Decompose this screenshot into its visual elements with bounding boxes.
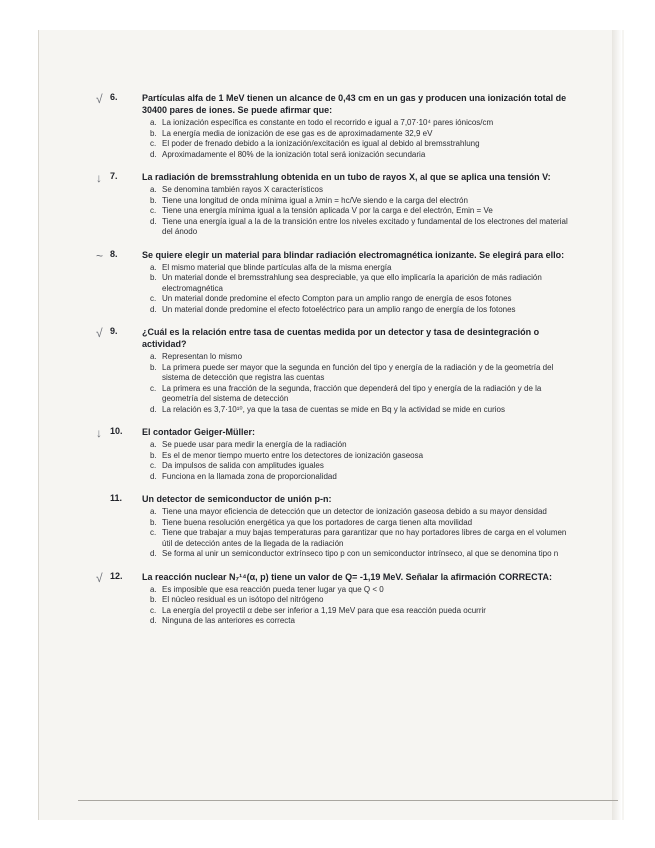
- option-text: El núcleo residual es un isótopo del nitrógeno: [162, 595, 324, 604]
- option-text: Tiene una energía mínima igual a la tensión aplicada V por la carga e del electrón, Emin = Ve: [162, 206, 493, 215]
- answer-option: [150, 472, 570, 483]
- option-letter: b.: [150, 595, 157, 604]
- handwritten-check-mark: √: [96, 570, 103, 585]
- question-8: [96, 248, 570, 316]
- option-letter: d.: [150, 471, 157, 481]
- option-text: Un material donde el bremsstrahlung sea despreciable, ya que ello implicaría la aparición de más radiación electromagnética: [162, 273, 542, 293]
- option-text: Es el de menor tiempo muerto entre los detectores de ionización gaseosa: [162, 450, 424, 460]
- option-text: Se denomina también rayos X característicos: [162, 185, 323, 194]
- answer-option: [150, 528, 570, 549]
- question-stem: Partículas alfa de 1 MeV tienen un alcance de 0,43 cm en un gas y producen una ionización total de 30400 pares de iones. Se puede afirmar que:: [142, 93, 567, 115]
- question-stem: La reacción nuclear N₇¹⁴(α, p) tiene un valor de Q= -1,19 MeV. Señalar la afirmación CORRECTA:: [142, 571, 552, 582]
- option-text: El poder de frenado debido a la ionización/excitación es igual al debido al bremsstrahlung: [162, 139, 480, 148]
- option-letter: b.: [150, 517, 157, 527]
- option-text: La energía del proyectil α debe ser inferior a 1,19 MeV para que esa reacción pueda ocurrir: [162, 605, 486, 615]
- answer-option: [150, 461, 570, 472]
- option-letter: c.: [150, 139, 157, 148]
- option-text: Da impulsos de salida con amplitudes iguales: [162, 461, 324, 470]
- answer-option: [150, 185, 570, 196]
- option-letter: d.: [150, 216, 157, 226]
- option-letter: b.: [150, 362, 157, 372]
- question-number: 9.: [110, 326, 118, 336]
- handwritten-check-mark: ~: [96, 248, 104, 263]
- answer-option: [150, 217, 570, 238]
- answer-option: [150, 206, 570, 217]
- answer-option: [150, 363, 570, 384]
- answer-option: [150, 440, 570, 451]
- question-number: 11.: [110, 493, 123, 503]
- option-text: Tiene que trabajar a muy bajas temperaturas para garantizar que no hay portadores libres de carga en el volumen útil de detección antes de la llegada de la radiación: [162, 528, 567, 548]
- handwritten-check-mark: √: [96, 326, 103, 340]
- answer-option: [150, 518, 570, 529]
- answer-option: [150, 585, 570, 596]
- option-text: Aproximadamente el 80% de la ionización total será ionización secundaria: [162, 149, 426, 159]
- answer-option: [150, 405, 570, 416]
- option-text: Tiene buena resolución energética ya que los portadores de carga tienen alta movilidad: [162, 517, 473, 527]
- option-letter: c.: [150, 206, 157, 215]
- question-stem: Se quiere elegir un material para blindar radiación electromagnética ionizante. Se elegirá para ello:: [142, 249, 565, 260]
- question-stem: El contador Geiger-Müller:: [142, 427, 256, 437]
- answer-option: [150, 118, 570, 129]
- question-12: [96, 570, 570, 627]
- option-text: Tiene una longitud de onda mínima igual a λmin = hc/Ve siendo e la carga del electrón: [162, 195, 468, 205]
- question-9: [96, 326, 570, 415]
- option-letter: c.: [150, 294, 157, 303]
- answer-options: [150, 440, 570, 482]
- answer-option: [150, 507, 570, 518]
- option-letter: b.: [150, 450, 157, 460]
- question-stem: Un detector de semiconductor de unión p-n:: [142, 494, 332, 504]
- question-10: [96, 426, 570, 482]
- option-text: Un material donde predomine el efecto fotoeléctrico para un amplio rango de energía de los fotones: [162, 304, 516, 314]
- question-number: 6.: [110, 92, 118, 102]
- option-letter: d.: [150, 404, 157, 414]
- option-letter: a.: [150, 440, 157, 449]
- answer-option: [150, 150, 570, 161]
- answer-options: [150, 185, 570, 238]
- option-text: Se puede usar para medir la energía de la radiación: [162, 440, 347, 449]
- answer-option: [150, 606, 570, 617]
- option-text: Es imposible que esa reacción pueda tener lugar ya que Q < 0: [162, 584, 384, 594]
- question-7: [96, 171, 570, 238]
- option-text: Funciona en la llamada zona de proporcionalidad: [162, 471, 337, 481]
- answer-option: [150, 273, 570, 294]
- option-letter: d.: [150, 304, 157, 314]
- option-letter: a.: [150, 584, 157, 594]
- answer-option: [150, 384, 570, 405]
- option-text: El mismo material que blinde partículas alfa de la misma energía: [162, 262, 392, 272]
- option-letter: c.: [150, 383, 157, 393]
- answer-options: [150, 263, 570, 316]
- option-letter: c.: [150, 528, 157, 537]
- page-edge-shadow: [612, 30, 622, 820]
- option-letter: a.: [150, 185, 157, 194]
- question-number: 7.: [110, 171, 118, 181]
- answer-option: [150, 263, 570, 274]
- answer-options: [150, 118, 570, 160]
- option-letter: c.: [150, 605, 157, 615]
- question-6: [96, 92, 570, 160]
- handwritten-check-mark: ↓: [96, 171, 102, 185]
- answer-options: [150, 352, 570, 415]
- option-letter: a.: [150, 352, 157, 361]
- answer-option: [150, 549, 570, 560]
- option-text: Ninguna de las anteriores es correcta: [162, 616, 295, 625]
- answer-option: [150, 129, 570, 140]
- option-letter: c.: [150, 461, 157, 470]
- question-11: [110, 493, 570, 560]
- answer-options: [150, 507, 570, 560]
- question-list: [96, 92, 570, 638]
- option-text: La relación es 3,7·10¹⁰, ya que la tasa de cuentas se mide en Bq y la actividad se mide en curios: [162, 404, 505, 414]
- answer-option: [150, 305, 570, 316]
- answer-option: [150, 294, 570, 305]
- option-text: Se forma al unir un semiconductor extrínseco tipo p con un semiconductor intrínseco, al que se denomina tipo n: [162, 549, 559, 558]
- option-letter: a.: [150, 118, 157, 127]
- option-letter: b.: [150, 273, 157, 282]
- question-stem: ¿Cuál es la relación entre tasa de cuentas medida por un detector y tasa de desintegración o actividad?: [142, 327, 540, 349]
- option-letter: d.: [150, 149, 157, 159]
- option-letter: a.: [150, 262, 157, 272]
- page-bottom-rule: [78, 800, 618, 801]
- option-text: La primera es una fracción de la segunda, fracción que dependerá del tipo y energía de la radiación y de la geometría del sistema de detección: [162, 383, 542, 403]
- option-letter: b.: [150, 195, 157, 205]
- option-text: Tiene una mayor eficiencia de detección que un detector de ionización gaseosa debido a su mayor densidad: [162, 507, 547, 516]
- answer-option: [150, 616, 570, 627]
- option-text: Tiene una energía igual a la de la transición entre los niveles excitado y fundamental de los electrones del material del ánodo: [162, 216, 568, 236]
- option-letter: d.: [150, 616, 157, 625]
- answer-options: [150, 585, 570, 627]
- handwritten-check-mark: √: [96, 92, 103, 106]
- option-letter: b.: [150, 128, 157, 138]
- answer-option: [150, 139, 570, 150]
- option-text: La energía media de ionización de ese gas es de aproximadamente 32,9 eV: [162, 128, 433, 138]
- question-number: 10.: [110, 426, 123, 436]
- answer-option: [150, 196, 570, 207]
- option-text: Representan lo mismo: [162, 352, 243, 361]
- option-text: La primera puede ser mayor que la segunda en función del tipo y energía de la radiación y de la geometría del sistema de detección que registra las cuentas: [162, 362, 554, 382]
- option-text: Un material donde predomine el efecto Compton para un amplio rango de energía de esos fotones: [162, 294, 512, 303]
- question-number: 8.: [110, 248, 118, 259]
- answer-option: [150, 352, 570, 363]
- option-letter: a.: [150, 507, 157, 516]
- option-text: La ionización específica es constante en todo el recorrido e igual a 7,07·10⁴ pares iónicos/cm: [162, 118, 494, 127]
- handwritten-check-mark: ↓: [96, 426, 102, 440]
- answer-option: [150, 595, 570, 606]
- option-letter: d.: [150, 549, 157, 558]
- question-number: 12.: [110, 570, 123, 581]
- answer-option: [150, 451, 570, 462]
- question-stem: La radiación de bremsstrahlung obtenida en un tubo de rayos X, al que se aplica una tensión V:: [142, 172, 551, 182]
